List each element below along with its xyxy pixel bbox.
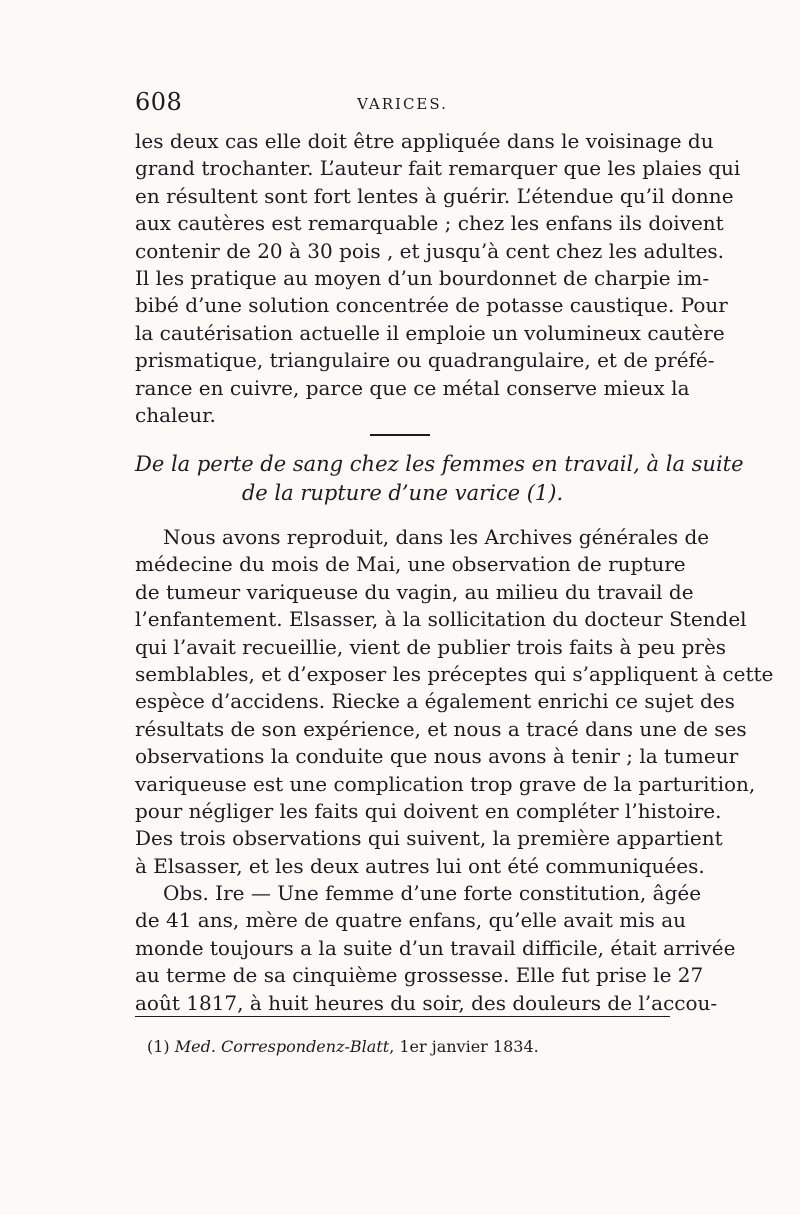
section-divider [370,434,430,436]
text-line: en résultent sont fort lentes à guérir. L’étendue qu’il donne [135,183,734,208]
text-line: résultats de son expérience, et nous a tracé dans une de ses [135,716,747,741]
text-line: observations la conduite que nous avons à tenir ; la tumeur [135,744,739,769]
text-line: la cautérisation actuelle il emploie un volumineux cautère [135,320,725,345]
text-line: monde toujours a la suite d’un travail difficile, était arrivée [135,935,736,960]
text-line: rance en cuivre, parce que ce métal conserve mieux la [135,375,690,400]
text-line: contenir de 20 à 30 pois , et jusqu’à cent chez les adultes. [135,238,725,263]
running-head: VARICES. [357,95,448,113]
text-line: les deux cas elle doit être appliquée dans le voisinage du [135,129,714,153]
text-line: variqueuse est une complication trop grave de la parturition, [135,771,756,796]
text-line: médecine du mois de Mai, une observation de rupture [135,552,686,577]
text-line: à Elsasser, et les deux autres lui ont été communiquées. [135,853,705,878]
text-line: l’enfantement. Elsasser, à la sollicitation du docteur Stendel [135,607,747,632]
text-line: aux cautères est remarquable ; chez les enfans ils doivent [135,211,724,236]
text-line: au terme de sa cinquième grossesse. Elle fut prise le 27 [135,963,704,988]
text-line: Il les pratique au moyen d’un bourdonnet de charpie im- [135,265,710,290]
text-line: qui l’avait recueillie, vient de publier trois faits à peu près [135,634,727,659]
section-title-line-1: De la perte de sang chez les femmes en travail, à la suite [135,452,744,476]
text-line: pour négliger les faits qui doivent en compléter l’histoire. [135,798,722,823]
section-title [135,450,744,508]
footnote-marker: (1) [147,1037,170,1056]
text-line: août 1817, à huit heures du soir, des douleurs de l’accou- [135,990,718,1015]
text-line: prismatique, triangulaire ou quadrangulaire, et de préfé- [135,348,715,373]
text-line: de 41 ans, mère de quatre enfans, qu’elle avait mis au [135,908,687,933]
footnote-source: Med. Correspondenz-Blatt [174,1037,390,1056]
page-number: 608 [135,88,183,116]
text-line: Obs. Ire — Une femme d’une forte constitution, âgée [163,881,702,906]
text-line: espèce d’accidens. Riecke a également enrichi ce sujet des [135,689,735,714]
text-line: de tumeur variqueuse du vagin, au milieu du travail de [135,579,694,604]
footnote [135,1036,682,1058]
text-line: Nous avons reproduit, dans les Archives générales de [163,525,710,549]
page-header [135,88,670,128]
paragraph-varice [135,524,774,1017]
text-line: semblables, et d’exposer les préceptes qui s’appliquent à cette [135,661,774,686]
text-line: bibé d’une solution concentrée de potasse caustique. Pour [135,293,728,318]
text-line: grand trochanter. L’auteur fait remarquer que les plaies qui [135,156,741,181]
footnote-rule [135,1016,670,1017]
text-line: Des trois observations qui suivent, la première appartient [135,826,723,851]
text-line: chaleur. [135,402,216,427]
section-title-line-2: de la rupture d’une varice (1). [241,481,564,505]
paragraph-cauteres [135,128,741,429]
footnote-date: , 1er janvier 1834. [389,1037,539,1056]
